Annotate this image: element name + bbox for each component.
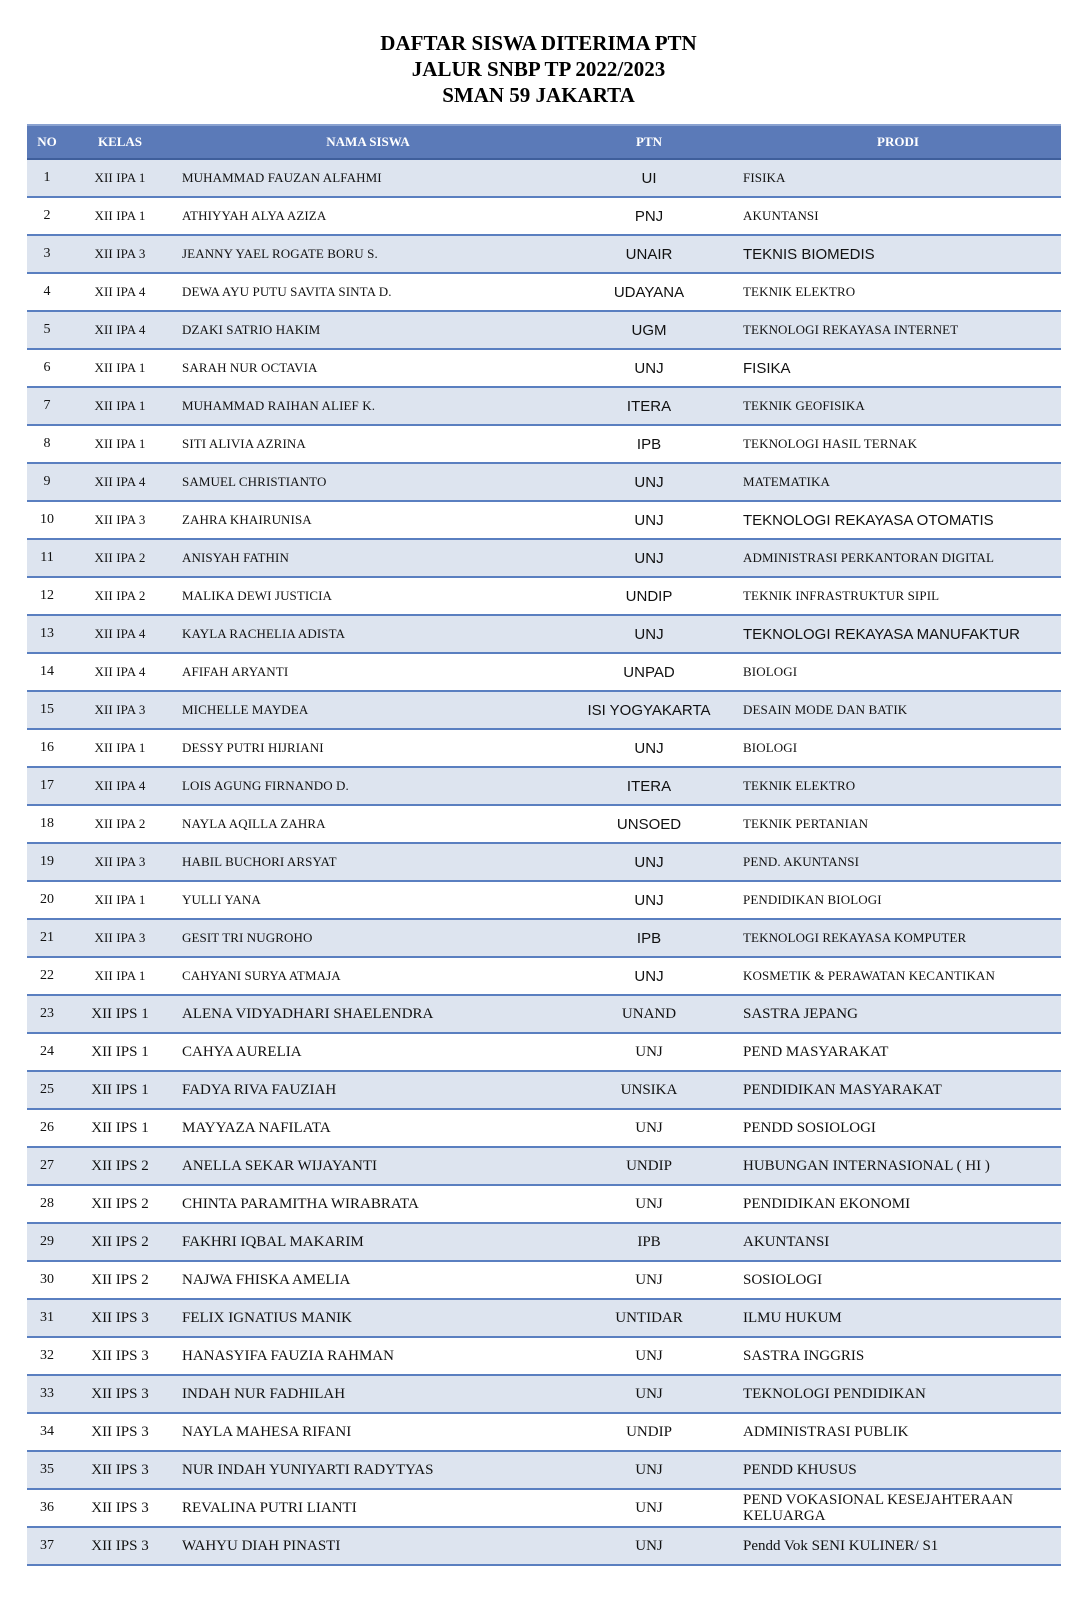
row-ptn: UNJ: [563, 1261, 735, 1299]
row-no: 33: [27, 1375, 67, 1413]
row-no: 22: [27, 957, 67, 995]
row-no: 2: [27, 197, 67, 235]
row-no: 13: [27, 615, 67, 653]
row-ptn: UNTIDAR: [563, 1299, 735, 1337]
row-kelas: XII IPS 1: [67, 1033, 173, 1071]
row-prodi: TEKNIK PERTANIAN: [735, 805, 1061, 843]
row-no: 7: [27, 387, 67, 425]
row-nama: DEWA AYU PUTU SAVITA SINTA D.: [173, 273, 563, 311]
row-kelas: XII IPA 1: [67, 159, 173, 197]
row-kelas: XII IPA 4: [67, 311, 173, 349]
row-no: 12: [27, 577, 67, 615]
row-no: 10: [27, 501, 67, 539]
row-ptn: IPB: [563, 919, 735, 957]
row-kelas: XII IPA 3: [67, 919, 173, 957]
row-prodi: SASTRA INGGRIS: [735, 1337, 1061, 1375]
row-kelas: XII IPA 1: [67, 881, 173, 919]
row-prodi: MATEMATIKA: [735, 463, 1061, 501]
row-nama: MALIKA DEWI JUSTICIA: [173, 577, 563, 615]
row-no: 15: [27, 691, 67, 729]
row-no: 23: [27, 995, 67, 1033]
table-row: [27, 387, 1061, 425]
table-row: [27, 729, 1061, 767]
table-row: [27, 653, 1061, 691]
row-no: 30: [27, 1261, 67, 1299]
table-row: [27, 1223, 1061, 1261]
row-nama: FADYA RIVA FAUZIAH: [173, 1071, 563, 1109]
title-line-2: JALUR SNBP TP 2022/2023: [411, 57, 666, 81]
row-prodi: TEKNIS BIOMEDIS: [735, 235, 1061, 273]
row-prodi: AKUNTANSI: [735, 197, 1061, 235]
table-row: [27, 1261, 1061, 1299]
table-row: [27, 919, 1061, 957]
row-no: 24: [27, 1033, 67, 1071]
row-nama: ZAHRA KHAIRUNISA: [173, 501, 563, 539]
row-kelas: XII IPS 2: [67, 1223, 173, 1261]
row-ptn: PNJ: [563, 197, 735, 235]
row-nama: NAYLA MAHESA RIFANI: [173, 1413, 563, 1451]
title-line-3: SMAN 59 JAKARTA: [442, 83, 635, 107]
row-kelas: XII IPA 1: [67, 425, 173, 463]
row-ptn: UI: [563, 159, 735, 197]
row-ptn: UNJ: [563, 1337, 735, 1375]
row-no: 17: [27, 767, 67, 805]
table-row: [27, 995, 1061, 1033]
row-ptn: IPB: [563, 425, 735, 463]
row-no: 34: [27, 1413, 67, 1451]
row-prodi: ILMU HUKUM: [735, 1299, 1061, 1337]
row-nama: WAHYU DIAH PINASTI: [173, 1527, 563, 1565]
row-prodi: BIOLOGI: [735, 729, 1061, 767]
row-no: 37: [27, 1527, 67, 1565]
row-nama: INDAH NUR FADHILAH: [173, 1375, 563, 1413]
row-kelas: XII IPA 4: [67, 463, 173, 501]
header-ptn: PTN: [563, 125, 735, 159]
table-row: [27, 1071, 1061, 1109]
row-kelas: XII IPA 1: [67, 387, 173, 425]
row-ptn: UNJ: [563, 463, 735, 501]
table-row: [27, 273, 1061, 311]
row-kelas: XII IPA 4: [67, 615, 173, 653]
row-ptn: UNJ: [563, 881, 735, 919]
row-nama: REVALINA PUTRI LIANTI: [173, 1489, 563, 1527]
row-prodi: PENDD SOSIOLOGI: [735, 1109, 1061, 1147]
row-prodi: PEND. AKUNTANSI: [735, 843, 1061, 881]
row-no: 4: [27, 273, 67, 311]
table-row: [27, 805, 1061, 843]
row-no: 32: [27, 1337, 67, 1375]
row-nama: ANISYAH FATHIN: [173, 539, 563, 577]
row-no: 8: [27, 425, 67, 463]
row-prodi: AKUNTANSI: [735, 1223, 1061, 1261]
table-row: [27, 1299, 1061, 1337]
row-kelas: XII IPS 3: [67, 1337, 173, 1375]
row-nama: DZAKI SATRIO HAKIM: [173, 311, 563, 349]
table-row: [27, 1451, 1061, 1489]
row-prodi: DESAIN MODE DAN BATIK: [735, 691, 1061, 729]
row-nama: FAKHRI IQBAL MAKARIM: [173, 1223, 563, 1261]
table-row: [27, 539, 1061, 577]
row-no: 1: [27, 159, 67, 197]
table-row: [27, 881, 1061, 919]
row-kelas: XII IPS 2: [67, 1185, 173, 1223]
row-nama: DESSY PUTRI HIJRIANI: [173, 729, 563, 767]
row-no: 35: [27, 1451, 67, 1489]
row-no: 11: [27, 539, 67, 577]
table-row: [27, 1489, 1061, 1527]
row-ptn: UNJ: [563, 843, 735, 881]
row-nama: MUHAMMAD FAUZAN ALFAHMI: [173, 159, 563, 197]
row-nama: ATHIYYAH ALYA AZIZA: [173, 197, 563, 235]
row-prodi: PENDIDIKAN MASYARAKAT: [735, 1071, 1061, 1109]
table-row: [27, 1527, 1061, 1565]
table-row: [27, 1337, 1061, 1375]
row-kelas: XII IPS 1: [67, 995, 173, 1033]
row-ptn: UNSOED: [563, 805, 735, 843]
table-body: [27, 159, 1061, 1565]
row-kelas: XII IPA 1: [67, 729, 173, 767]
row-no: 19: [27, 843, 67, 881]
table-row: [27, 957, 1061, 995]
row-prodi: Pendd Vok SENI KULINER/ S1: [735, 1527, 1061, 1565]
row-nama: CHINTA PARAMITHA WIRABRATA: [173, 1185, 563, 1223]
row-no: 31: [27, 1299, 67, 1337]
row-prodi: TEKNOLOGI HASIL TERNAK: [735, 425, 1061, 463]
row-no: 25: [27, 1071, 67, 1109]
row-ptn: UNSIKA: [563, 1071, 735, 1109]
row-ptn: UNJ: [563, 349, 735, 387]
table-row: [27, 463, 1061, 501]
row-ptn: UNJ: [563, 729, 735, 767]
row-kelas: XII IPS 3: [67, 1451, 173, 1489]
header-no: NO: [27, 125, 67, 159]
row-kelas: XII IPA 3: [67, 691, 173, 729]
row-kelas: XII IPA 4: [67, 273, 173, 311]
row-kelas: XII IPA 3: [67, 843, 173, 881]
row-no: 28: [27, 1185, 67, 1223]
row-kelas: XII IPA 3: [67, 501, 173, 539]
table-row: [27, 1375, 1061, 1413]
row-prodi: TEKNOLOGI REKAYASA MANUFAKTUR: [735, 615, 1061, 653]
row-kelas: XII IPA 2: [67, 577, 173, 615]
row-nama: SAMUEL CHRISTIANTO: [173, 463, 563, 501]
row-ptn: UNJ: [563, 501, 735, 539]
table-row: [27, 767, 1061, 805]
row-prodi: TEKNIK GEOFISIKA: [735, 387, 1061, 425]
row-nama: NAJWA FHISKA AMELIA: [173, 1261, 563, 1299]
table-row: [27, 1033, 1061, 1071]
row-nama: AFIFAH ARYANTI: [173, 653, 563, 691]
row-ptn: IPB: [563, 1223, 735, 1261]
table-row: [27, 615, 1061, 653]
row-prodi: PENDIDIKAN BIOLOGI: [735, 881, 1061, 919]
row-no: 16: [27, 729, 67, 767]
table-row: [27, 197, 1061, 235]
row-ptn: UNPAD: [563, 653, 735, 691]
row-prodi: PEND VOKASIONAL KESEJAHTERAAN KELUARGA: [735, 1489, 1061, 1527]
row-kelas: XII IPS 3: [67, 1489, 173, 1527]
row-prodi: PEND MASYARAKAT: [735, 1033, 1061, 1071]
page-title: [0, 30, 1077, 108]
row-nama: CAHYA AURELIA: [173, 1033, 563, 1071]
table-header-row: [27, 125, 1061, 159]
table-row: [27, 1185, 1061, 1223]
row-no: 3: [27, 235, 67, 273]
table-row: [27, 1147, 1061, 1185]
row-ptn: ISI YOGYAKARTA: [563, 691, 735, 729]
row-ptn: UDAYANA: [563, 273, 735, 311]
row-nama: CAHYANI SURYA ATMAJA: [173, 957, 563, 995]
row-kelas: XII IPA 2: [67, 539, 173, 577]
row-kelas: XII IPS 1: [67, 1109, 173, 1147]
row-nama: MAYYAZA NAFILATA: [173, 1109, 563, 1147]
row-ptn: UNJ: [563, 1033, 735, 1071]
row-nama: SARAH NUR OCTAVIA: [173, 349, 563, 387]
row-ptn: UNJ: [563, 1109, 735, 1147]
student-table: [27, 124, 1061, 1566]
table-row: [27, 501, 1061, 539]
row-ptn: UNJ: [563, 1375, 735, 1413]
row-ptn: UNDIP: [563, 1413, 735, 1451]
row-ptn: UNJ: [563, 1185, 735, 1223]
row-ptn: UNAIR: [563, 235, 735, 273]
row-kelas: XII IPA 4: [67, 653, 173, 691]
row-ptn: UNJ: [563, 539, 735, 577]
row-prodi: TEKNOLOGI PENDIDIKAN: [735, 1375, 1061, 1413]
row-ptn: UNJ: [563, 615, 735, 653]
row-kelas: XII IPS 2: [67, 1147, 173, 1185]
row-prodi: TEKNOLOGI REKAYASA KOMPUTER: [735, 919, 1061, 957]
table-row: [27, 1109, 1061, 1147]
row-ptn: UNJ: [563, 957, 735, 995]
table-row: [27, 1413, 1061, 1451]
row-nama: MUHAMMAD RAIHAN ALIEF K.: [173, 387, 563, 425]
row-prodi: BIOLOGI: [735, 653, 1061, 691]
row-nama: GESIT TRI NUGROHO: [173, 919, 563, 957]
row-nama: KAYLA RACHELIA ADISTA: [173, 615, 563, 653]
row-prodi: TEKNIK ELEKTRO: [735, 767, 1061, 805]
row-prodi: HUBUNGAN INTERNASIONAL ( HI ): [735, 1147, 1061, 1185]
table-row: [27, 311, 1061, 349]
row-prodi: TEKNIK ELEKTRO: [735, 273, 1061, 311]
table-row: [27, 425, 1061, 463]
row-kelas: XII IPS 3: [67, 1375, 173, 1413]
row-ptn: ITERA: [563, 387, 735, 425]
row-kelas: XII IPS 3: [67, 1299, 173, 1337]
header-prodi: PRODI: [735, 125, 1061, 159]
table-row: [27, 235, 1061, 273]
row-ptn: UNJ: [563, 1527, 735, 1565]
row-kelas: XII IPA 3: [67, 235, 173, 273]
row-no: 21: [27, 919, 67, 957]
row-prodi: PENDD KHUSUS: [735, 1451, 1061, 1489]
row-nama: FELIX IGNATIUS MANIK: [173, 1299, 563, 1337]
row-no: 27: [27, 1147, 67, 1185]
row-kelas: XII IPS 3: [67, 1527, 173, 1565]
row-prodi: FISIKA: [735, 159, 1061, 197]
row-no: 26: [27, 1109, 67, 1147]
row-nama: LOIS AGUNG FIRNANDO D.: [173, 767, 563, 805]
row-no: 6: [27, 349, 67, 387]
row-nama: JEANNY YAEL ROGATE BORU S.: [173, 235, 563, 273]
row-prodi: SASTRA JEPANG: [735, 995, 1061, 1033]
row-kelas: XII IPS 1: [67, 1071, 173, 1109]
row-prodi: FISIKA: [735, 349, 1061, 387]
row-nama: SITI ALIVIA AZRINA: [173, 425, 563, 463]
row-kelas: XII IPS 2: [67, 1261, 173, 1299]
row-ptn: UNJ: [563, 1489, 735, 1527]
row-kelas: XII IPA 1: [67, 957, 173, 995]
row-ptn: UNAND: [563, 995, 735, 1033]
row-nama: YULLI YANA: [173, 881, 563, 919]
row-ptn: UGM: [563, 311, 735, 349]
row-prodi: TEKNOLOGI REKAYASA OTOMATIS: [735, 501, 1061, 539]
row-ptn: ITERA: [563, 767, 735, 805]
row-kelas: XII IPS 3: [67, 1413, 173, 1451]
row-nama: HANASYIFA FAUZIA RAHMAN: [173, 1337, 563, 1375]
row-prodi: TEKNIK INFRASTRUKTUR SIPIL: [735, 577, 1061, 615]
row-kelas: XII IPA 4: [67, 767, 173, 805]
row-ptn: UNDIP: [563, 577, 735, 615]
row-no: 9: [27, 463, 67, 501]
table-row: [27, 691, 1061, 729]
row-prodi: SOSIOLOGI: [735, 1261, 1061, 1299]
row-prodi: ADMINISTRASI PERKANTORAN DIGITAL: [735, 539, 1061, 577]
row-kelas: XII IPA 2: [67, 805, 173, 843]
row-no: 29: [27, 1223, 67, 1261]
row-kelas: XII IPA 1: [67, 197, 173, 235]
row-prodi: KOSMETIK & PERAWATAN KECANTIKAN: [735, 957, 1061, 995]
header-kelas: KELAS: [67, 125, 173, 159]
row-nama: NUR INDAH YUNIYARTI RADYTYAS: [173, 1451, 563, 1489]
title-line-1: DAFTAR SISWA DITERIMA PTN: [380, 31, 697, 55]
row-no: 20: [27, 881, 67, 919]
table-row: [27, 349, 1061, 387]
row-nama: ANELLA SEKAR WIJAYANTI: [173, 1147, 563, 1185]
row-prodi: TEKNOLOGI REKAYASA INTERNET: [735, 311, 1061, 349]
table-row: [27, 843, 1061, 881]
row-prodi: ADMINISTRASI PUBLIK: [735, 1413, 1061, 1451]
row-kelas: XII IPA 1: [67, 349, 173, 387]
row-nama: ALENA VIDYADHARI SHAELENDRA: [173, 995, 563, 1033]
row-nama: MICHELLE MAYDEA: [173, 691, 563, 729]
header-nama: NAMA SISWA: [173, 125, 563, 159]
row-no: 18: [27, 805, 67, 843]
row-no: 5: [27, 311, 67, 349]
row-nama: NAYLA AQILLA ZAHRA: [173, 805, 563, 843]
row-prodi: PENDIDIKAN EKONOMI: [735, 1185, 1061, 1223]
row-nama: HABIL BUCHORI ARSYAT: [173, 843, 563, 881]
table-row: [27, 577, 1061, 615]
row-ptn: UNDIP: [563, 1147, 735, 1185]
table-row: [27, 159, 1061, 197]
row-ptn: UNJ: [563, 1451, 735, 1489]
row-no: 36: [27, 1489, 67, 1527]
row-no: 14: [27, 653, 67, 691]
